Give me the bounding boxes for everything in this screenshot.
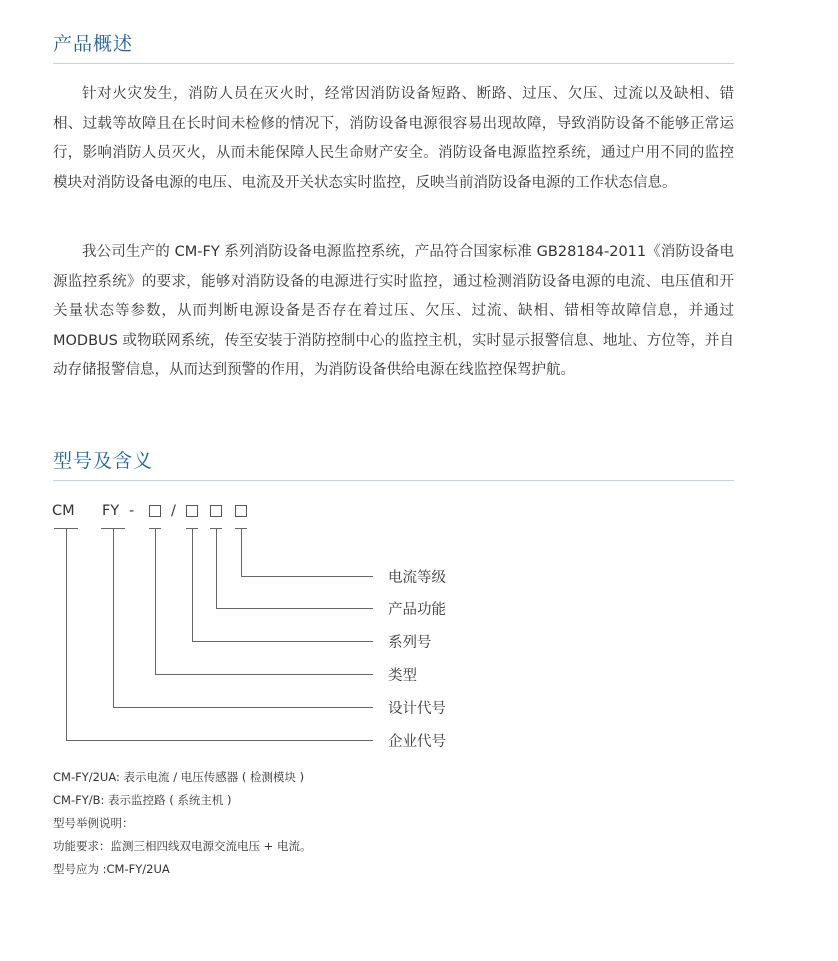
leader-horizontal-series bbox=[192, 641, 373, 642]
code-box-type bbox=[149, 505, 161, 517]
code-fy: FY bbox=[102, 503, 120, 519]
section-divider bbox=[53, 63, 734, 64]
overview-paragraph-1: 针对火灾发生，消防人员在灭火时，经常因消防设备短路、断路、过压、欠压、过流以及缺相、错相、过载等故障且在长时间未检修的情况下，消防设备电源很容易出现故障，导致消防设备不能够正常运行，影响消防人员灭火，从而未能保障人民生命财产安全。消防设备电源监控系统，通过户用不同的监控模块对消防设备电源的电压、电流及开关状态实时监控，反映当前消防设备电源的工作状态信息。 bbox=[53, 86, 734, 191]
section-title-model: 型号及含义 bbox=[53, 450, 154, 472]
leader-horizontal-current bbox=[241, 576, 373, 577]
section-divider bbox=[53, 480, 734, 481]
code-box-current bbox=[235, 505, 247, 517]
leader-vertical-function bbox=[216, 528, 217, 608]
code-cm: CM bbox=[52, 503, 75, 519]
code-box-function bbox=[210, 505, 222, 517]
note-line: 型号举例说明： bbox=[53, 816, 134, 830]
section-title-overview: 产品概述 bbox=[53, 33, 134, 55]
overview-paragraph-2: 我公司生产的 CM-FY 系列消防设备电源监控系统，产品符合国家标准 GB28184-2011《消防设备电源监控系统》的要求，能够对消防设备的电源进行实时监控，通过检测消防设备电源的电流、电压值和开关量状态等参数，从而判断电源设备是否存在着过压、欠压、过流、缺相、错相等故障信息，并通过 MODBUS 或物联网系统，传至安装于消防控制中心的监控主机，实时显示报警信息、地址、方位等，并自动存储报警信息，从而达到预警的作用，为消防设备供给电源在线监控保驾护航。 bbox=[53, 244, 734, 378]
note-line: 型号应为 :CM-FY/2UA bbox=[53, 862, 170, 876]
leader-vertical-type bbox=[155, 528, 156, 674]
leader-vertical-current bbox=[241, 528, 242, 576]
note-line: CM-FY/2UA: 表示电流 / 电压传感器 ( 检测模块 ) bbox=[53, 770, 305, 784]
code-box-series bbox=[186, 505, 198, 517]
leader-vertical-design bbox=[113, 528, 114, 707]
label-enterprise-code: 企业代号 bbox=[388, 734, 446, 750]
leader-horizontal-design bbox=[113, 707, 373, 708]
code-slash: / bbox=[171, 503, 176, 519]
leader-horizontal-type bbox=[155, 674, 373, 675]
leader-horizontal-enterprise bbox=[66, 740, 373, 741]
note-line: CM-FY/B: 表示监控路 ( 系统主机 ) bbox=[53, 793, 232, 807]
label-product-function: 产品功能 bbox=[388, 602, 446, 618]
label-current-grade: 电流等级 bbox=[388, 570, 446, 586]
label-design-code: 设计代号 bbox=[388, 701, 446, 717]
label-type: 类型 bbox=[388, 668, 417, 684]
note-line: 功能要求：监测三相四线双电源交流电压 + 电流。 bbox=[53, 839, 312, 853]
label-series-number: 系列号 bbox=[388, 635, 432, 651]
leader-vertical-series bbox=[192, 528, 193, 641]
leader-vertical-enterprise bbox=[66, 528, 67, 740]
leader-horizontal-function bbox=[216, 608, 373, 609]
code-dash: - bbox=[129, 503, 135, 519]
